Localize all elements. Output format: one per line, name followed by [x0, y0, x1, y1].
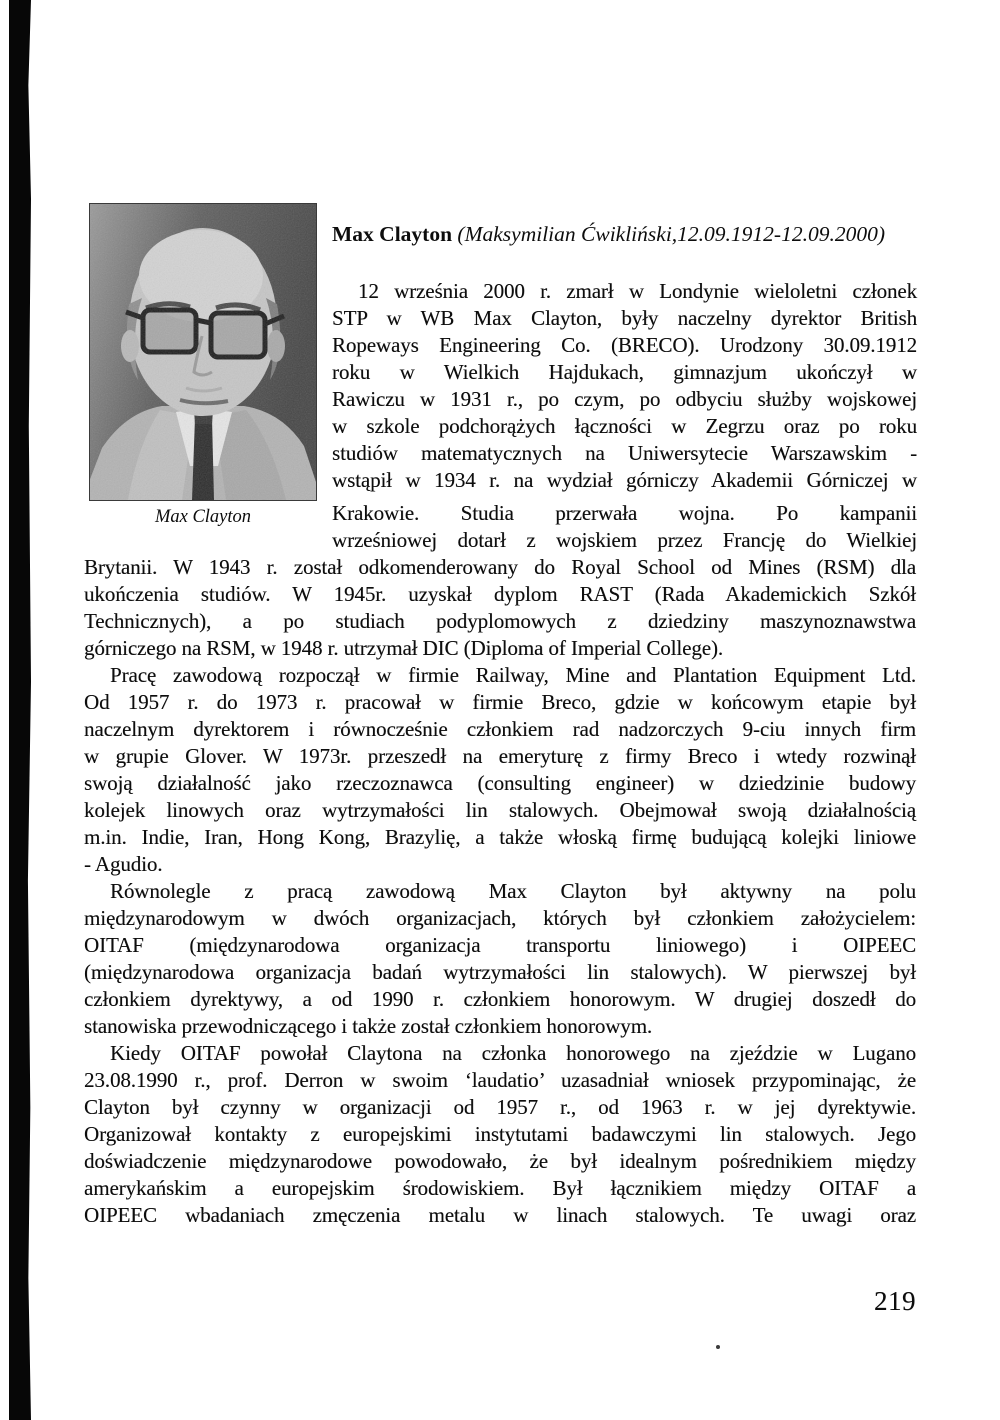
text-line: Organizował kontakty z europejskimi instytutami badawczymi lin stalowych. Jego: [84, 1122, 916, 1146]
body-text: [84, 554, 916, 1229]
scan-speck: [716, 1345, 720, 1349]
text-line: Clayton był czynny w organizacji od 1957 r., od 1963 r. w jej dyrektywie.: [84, 1095, 916, 1119]
text-line: m.in. Indie, Iran, Hong Kong, Brazylię, a także włoską firmę budującą kolejki liniowe: [84, 825, 916, 849]
text-line: stanowiska przewodniczącego i także został członkiem honorowym.: [84, 1014, 653, 1038]
text-line: Brytanii. W 1943 r. został odkomenderowany do Royal School od Mines (RSM) dla: [84, 555, 916, 579]
text-line: Rawiczu w 1931 r., po czym, po odbyciu służby wojskowej: [332, 387, 917, 411]
text-line: wstąpił w 1934 r. na wydział górniczy Akademii Górniczej w: [332, 468, 917, 492]
text-line: doświadczenie międzynarodowe powodowało, że był idealnym pośrednikiem między: [84, 1149, 916, 1173]
text-line: Krakowie. Studia przerwała wojna. Po kampanii: [332, 501, 917, 525]
text-line: międzynarodowym w dwóch organizacjach, których był członkiem założycielem:: [84, 906, 916, 930]
paragraph-beside-caption: [332, 500, 917, 554]
text-line: górniczego na RSM, w 1948 r. utrzymał DIC (Diploma of Imperial College).: [84, 636, 723, 660]
text-line: OITAF (międzynarodowa organizacja transportu liniowego) i OIPEEC: [84, 933, 916, 957]
page-number: 219: [874, 1286, 916, 1316]
photo-caption: Max Clayton: [154, 507, 252, 527]
portrait-photo: [90, 204, 316, 500]
text-line: wrześniowej dotarł z wojskiem przez Francję do Wielkiej: [332, 528, 917, 552]
text-line: 23.08.1990 r., prof. Derron w swoim ‘laudatio’ uzasadniał wniosek przypominając, że: [84, 1068, 916, 1092]
text-line: Od 1957 r. do 1973 r. pracował w firmie Breco, gdzie w końcowym etapie był: [84, 690, 916, 714]
text-line: w grupie Glover. W 1973r. przeszedł na emeryturę z firmy Breco i wtedy rozwinął: [84, 744, 916, 768]
article-title: [332, 222, 932, 247]
portrait-photo-illustration: [90, 204, 316, 500]
text-line: - Agudio.: [84, 852, 163, 876]
paragraph-beside-photo: [332, 278, 917, 494]
text-line: studiów matematycznych na Uniwersytecie Warszawskim -: [332, 441, 917, 465]
text-line: roku w Wielkich Hajdukach, gimnazjum ukończył w: [332, 360, 917, 384]
title-dates: (Maksymilian Ćwikliński,12.09.1912-12.09.2000): [457, 222, 885, 246]
text-line: Równolegle z pracą zawodową Max Clayton był aktywny na polu: [110, 879, 916, 903]
text-line: ukończenia studiów. W 1945r. uzyskał dyplom RAST (Rada Akademickich Szkół: [84, 582, 916, 606]
text-line: naczelnym dyrektorem i równocześnie członkiem rad nadzorczych 9-ciu innych firm: [84, 717, 916, 741]
text-line: Technicznych), a po studiach podyplomowych z dziedziny maszynoznawstwa: [84, 609, 916, 633]
text-line: Pracę zawodową rozpoczął w firmie Railway, Mine and Plantation Equipment Ltd.: [110, 663, 916, 687]
text-line: w szkole podchorążych łączności w Zegrzu oraz po roku: [332, 414, 917, 438]
text-line: Kiedy OITAF powołał Claytona na członka honorowego na zjeździe w Lugano: [110, 1041, 916, 1065]
title-person-name: Max Clayton: [332, 222, 458, 246]
text-line: Ropeways Engineering Co. (BRECO). Urodzony 30.09.1912: [332, 333, 917, 357]
text-line: amerykańskim a europejskim środowiskiem. Był łącznikiem między OITAF a: [84, 1176, 916, 1200]
scan-gutter-shadow: [9, 0, 31, 1420]
text-line: swoją działalność jako rzeczoznawca (consulting engineer) w dziedzinie budowy: [84, 771, 916, 795]
text-line: kolejek linowych oraz wytrzymałości lin stalowych. Obejmował swoją działalnością: [84, 798, 916, 822]
text-line: OIPEEC wbadaniach zmęczenia metalu w linach stalowych. Te uwagi oraz: [84, 1203, 916, 1227]
text-line: STP w WB Max Clayton, były naczelny dyrektor British: [332, 306, 917, 330]
text-line: (międzynarodowa organizacja badań wytrzymałości lin stalowych). W pierwszej był: [84, 960, 916, 984]
text-line: 12 września 2000 r. zmarł w Londynie wieloletni członek: [358, 279, 917, 303]
text-line: członkiem dyrektywy, a od 1990 r. członkiem honorowym. W drugiej doszedł do: [84, 987, 916, 1011]
